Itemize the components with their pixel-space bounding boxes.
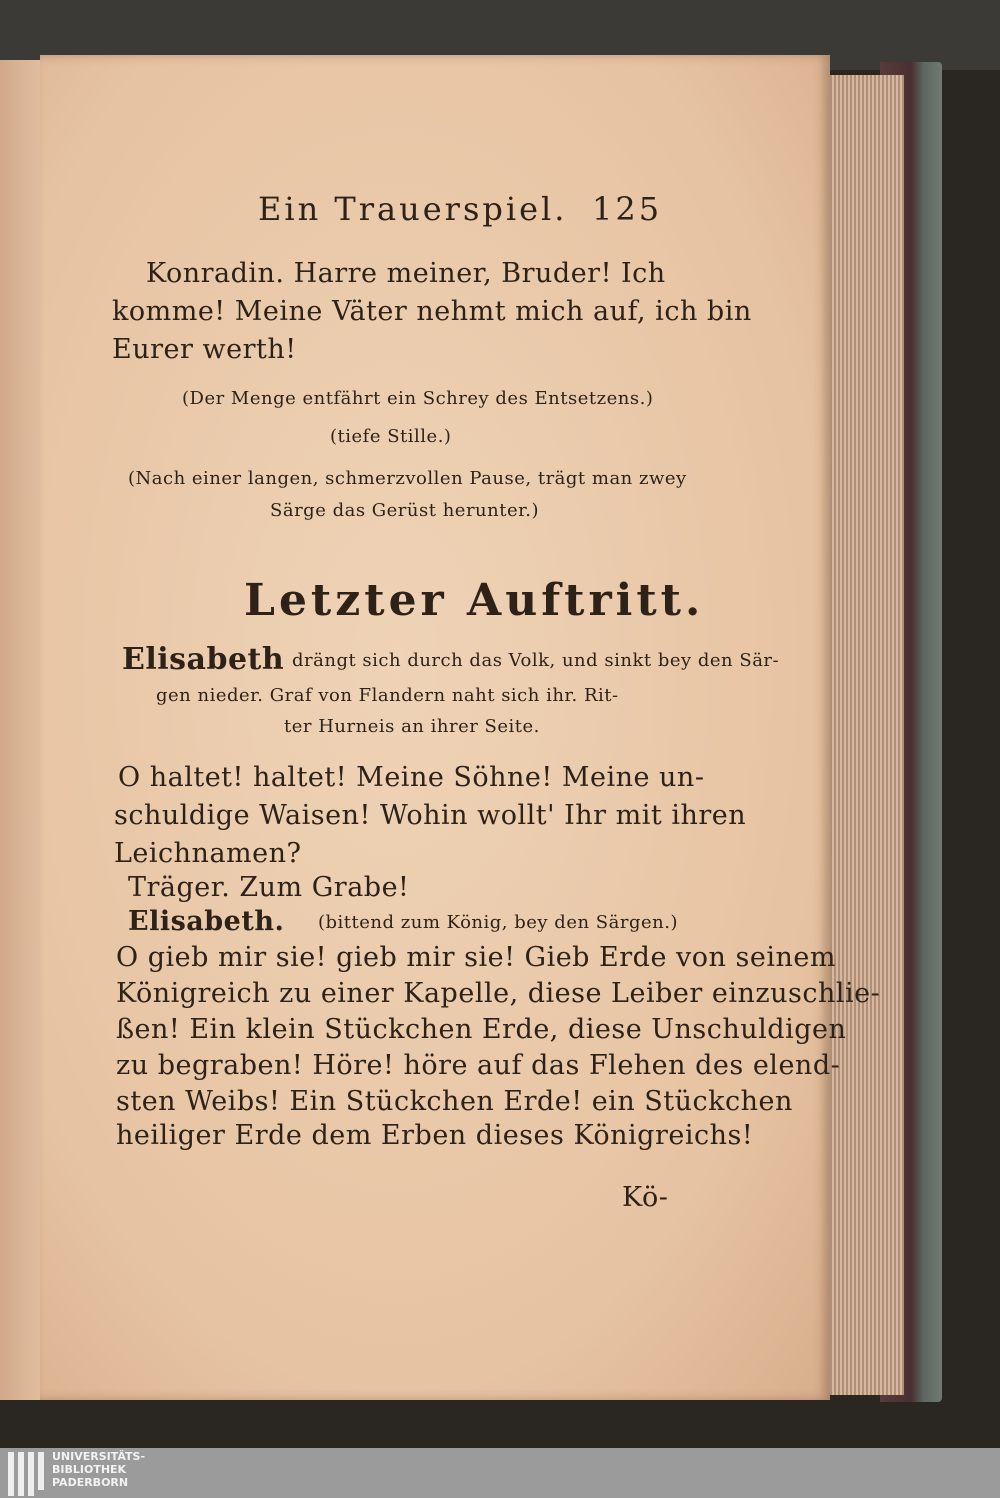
- logo-line: UNIVERSITÄTS-: [52, 1450, 146, 1463]
- character-name: Elisabeth.: [128, 906, 285, 937]
- character-name: Elisabeth: [122, 642, 285, 677]
- text-line: ßen! Ein klein Stückchen Erde, diese Unschuldigen: [116, 1014, 847, 1045]
- text-line: schuldige Waisen! Wohin wollt' Ihr mit ihren: [114, 800, 747, 831]
- text-line: Träger. Zum Grabe!: [128, 872, 410, 903]
- logo-line: PADERBORN: [52, 1476, 129, 1489]
- page-number: 125: [592, 190, 663, 228]
- text-line: sten Weibs! Ein Stückchen Erde! ein Stückchen: [116, 1086, 793, 1117]
- catchword: Kö-: [622, 1182, 669, 1213]
- stage-direction: ter Hurneis an ihrer Seite.: [284, 716, 540, 737]
- stage-direction: drängt sich durch das Volk, und sinkt bey den Sär-: [292, 650, 780, 671]
- text-line: O gieb mir sie! gieb mir sie! Gieb Erde von seinem: [116, 942, 836, 973]
- text-line: O haltet! haltet! Meine Söhne! Meine un-: [118, 762, 705, 793]
- text-line: Konradin. Harre meiner, Bruder! Ich: [146, 258, 666, 289]
- stage-direction: (Der Menge entfährt ein Schrey des Entsetzens.): [182, 388, 654, 409]
- text-line: Eurer werth!: [112, 334, 297, 365]
- text-line: zu begraben! Höre! höre auf das Flehen des elend-: [116, 1050, 841, 1081]
- stage-direction: (Nach einer langen, schmerzvollen Pause, trägt man zwey: [128, 468, 687, 489]
- running-title: Ein Trauerspiel.: [258, 190, 568, 228]
- page-edges: [822, 75, 904, 1395]
- logo-line: BIBLIOTHEK: [52, 1463, 127, 1476]
- stage-direction: (bittend zum König, bey den Särgen.): [318, 912, 678, 933]
- footer-bar: [0, 1448, 1000, 1498]
- text-line: heiliger Erde dem Erben dieses Königreichs!: [116, 1120, 754, 1151]
- stage-direction: gen nieder. Graf von Flandern naht sich ihr. Rit-: [156, 685, 619, 706]
- text-line: Königreich zu einer Kapelle, diese Leiber einzuschlie-: [116, 978, 881, 1009]
- stage-direction: (tiefe Stille.): [330, 426, 452, 447]
- left-page-edge: [0, 60, 42, 1400]
- scene-title: Letzter Auftritt.: [244, 575, 705, 626]
- library-logo-text: [52, 1450, 145, 1489]
- stage-direction: Särge das Gerüst herunter.): [270, 500, 539, 521]
- text-line: komme! Meine Väter nehmt mich auf, ich bin: [112, 296, 752, 327]
- text-line: Leichnamen?: [114, 838, 302, 869]
